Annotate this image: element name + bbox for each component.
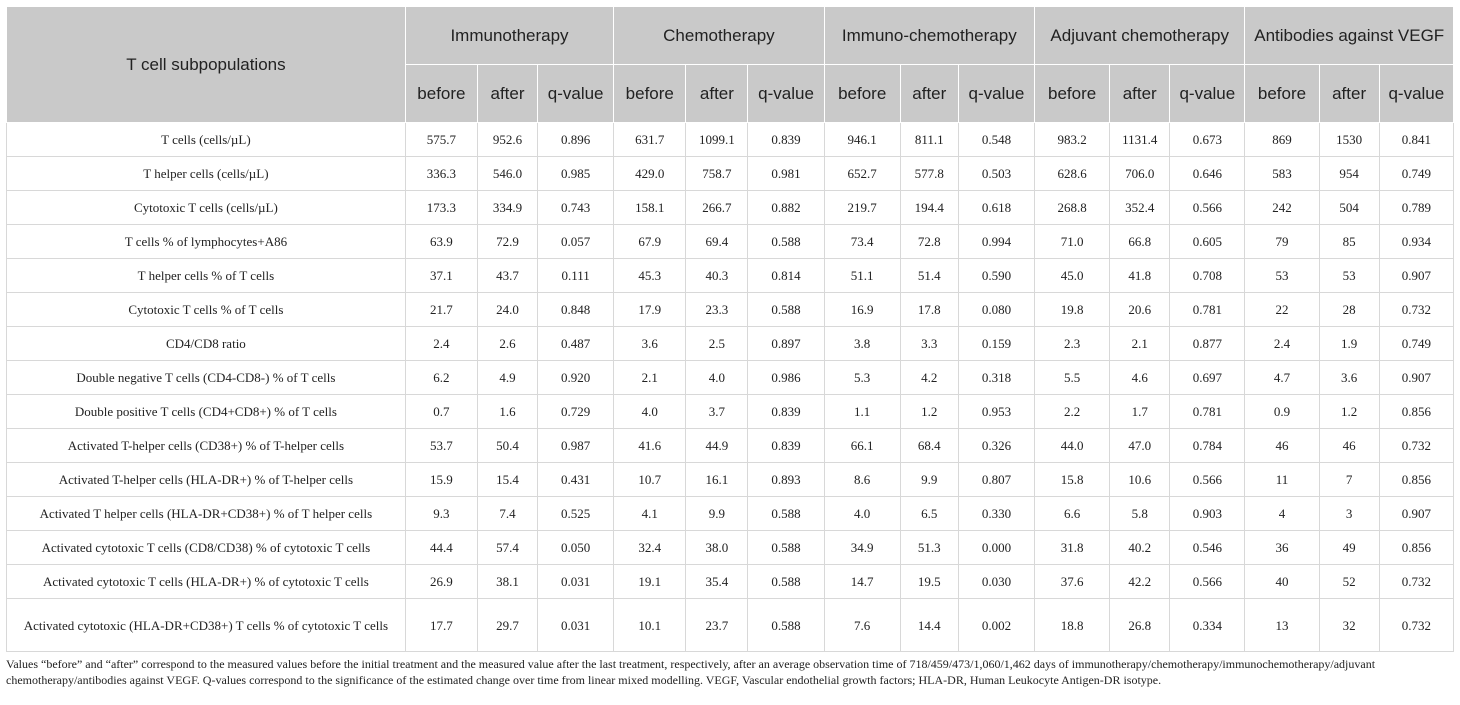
table-cell: 0.839 xyxy=(748,395,824,429)
table-cell: 6.6 xyxy=(1035,497,1110,531)
table-cell: 1099.1 xyxy=(686,123,748,157)
row-label: Activated cytotoxic (HLA-DR+CD38+) T cells % of cytotoxic T cells xyxy=(7,599,406,652)
subheader-before: before xyxy=(1245,65,1319,123)
table-cell: 15.4 xyxy=(477,463,537,497)
table-cell: 352.4 xyxy=(1110,191,1170,225)
table-cell: 69.4 xyxy=(686,225,748,259)
table-cell: 34.9 xyxy=(824,531,900,565)
table-cell: 0.743 xyxy=(538,191,614,225)
table-row xyxy=(7,599,1454,652)
table-cell: 0.588 xyxy=(748,225,824,259)
table-cell: 0.057 xyxy=(538,225,614,259)
table-cell: 0.111 xyxy=(538,259,614,293)
group-header-immunotherapy: Immunotherapy xyxy=(405,7,613,65)
table-cell: 66.8 xyxy=(1110,225,1170,259)
table-row xyxy=(7,463,1454,497)
table-cell: 0.9 xyxy=(1245,395,1319,429)
table-cell: 811.1 xyxy=(900,123,958,157)
table-cell: 266.7 xyxy=(686,191,748,225)
table-cell: 4 xyxy=(1245,497,1319,531)
table-cell: 16.9 xyxy=(824,293,900,327)
table-cell: 0.618 xyxy=(958,191,1034,225)
table-cell: 11 xyxy=(1245,463,1319,497)
table-cell: 51.1 xyxy=(824,259,900,293)
table-cell: 0.877 xyxy=(1170,327,1245,361)
table-cell: 946.1 xyxy=(824,123,900,157)
table-cell: 0.000 xyxy=(958,531,1034,565)
table-cell: 7.4 xyxy=(477,497,537,531)
table-cell: 577.8 xyxy=(900,157,958,191)
table-cell: 0.814 xyxy=(748,259,824,293)
table-row xyxy=(7,259,1454,293)
subheader-after: after xyxy=(686,65,748,123)
table-cell: 0.646 xyxy=(1170,157,1245,191)
table-row xyxy=(7,327,1454,361)
table-cell: 37.6 xyxy=(1035,565,1110,599)
table-cell: 0.588 xyxy=(748,497,824,531)
table-cell: 0.749 xyxy=(1379,157,1453,191)
table-cell: 242 xyxy=(1245,191,1319,225)
table-cell: 0.590 xyxy=(958,259,1034,293)
table-cell: 0.334 xyxy=(1170,599,1245,652)
table-cell: 0.566 xyxy=(1170,565,1245,599)
table-cell: 15.9 xyxy=(405,463,477,497)
table-cell: 8.6 xyxy=(824,463,900,497)
table-cell: 47.0 xyxy=(1110,429,1170,463)
table-cell: 45.0 xyxy=(1035,259,1110,293)
table-cell: 173.3 xyxy=(405,191,477,225)
table-cell: 19.1 xyxy=(614,565,686,599)
table-cell: 0.050 xyxy=(538,531,614,565)
table-cell: 23.3 xyxy=(686,293,748,327)
table-cell: 50.4 xyxy=(477,429,537,463)
table-cell: 5.3 xyxy=(824,361,900,395)
table-cell: 0.031 xyxy=(538,565,614,599)
subheader-after: after xyxy=(1110,65,1170,123)
table-cell: 3.3 xyxy=(900,327,958,361)
table-cell: 13 xyxy=(1245,599,1319,652)
table-cell: 0.330 xyxy=(958,497,1034,531)
table-cell: 0.030 xyxy=(958,565,1034,599)
table-cell: 0.781 xyxy=(1170,395,1245,429)
subheader-qvalue: q-value xyxy=(1379,65,1453,123)
table-cell: 0.920 xyxy=(538,361,614,395)
table-cell: 17.7 xyxy=(405,599,477,652)
group-header-adjuvant-chemotherapy: Adjuvant chemotherapy xyxy=(1035,7,1245,65)
table-cell: 45.3 xyxy=(614,259,686,293)
table-cell: 9.9 xyxy=(900,463,958,497)
table-cell: 40 xyxy=(1245,565,1319,599)
table-cell: 158.1 xyxy=(614,191,686,225)
table-cell: 334.9 xyxy=(477,191,537,225)
table-cell: 4.2 xyxy=(900,361,958,395)
table-cell: 952.6 xyxy=(477,123,537,157)
table-cell: 4.1 xyxy=(614,497,686,531)
table-cell: 628.6 xyxy=(1035,157,1110,191)
table-cell: 44.0 xyxy=(1035,429,1110,463)
table-cell: 0.807 xyxy=(958,463,1034,497)
table-cell: 706.0 xyxy=(1110,157,1170,191)
table-cell: 20.6 xyxy=(1110,293,1170,327)
table-cell: 1.6 xyxy=(477,395,537,429)
row-header: T cell subpopulations xyxy=(7,7,406,123)
table-cell: 32.4 xyxy=(614,531,686,565)
table-cell: 37.1 xyxy=(405,259,477,293)
group-header-immuno-chemotherapy: Immuno-chemotherapy xyxy=(824,7,1034,65)
table-cell: 0.002 xyxy=(958,599,1034,652)
table-cell: 41.8 xyxy=(1110,259,1170,293)
table-cell: 983.2 xyxy=(1035,123,1110,157)
table-row xyxy=(7,497,1454,531)
table-cell: 0.953 xyxy=(958,395,1034,429)
table-cell: 0.994 xyxy=(958,225,1034,259)
table-row xyxy=(7,565,1454,599)
table-cell: 9.9 xyxy=(686,497,748,531)
table-cell: 44.4 xyxy=(405,531,477,565)
table-cell: 0.882 xyxy=(748,191,824,225)
table-cell: 2.4 xyxy=(1245,327,1319,361)
table-cell: 0.548 xyxy=(958,123,1034,157)
table-cell: 32 xyxy=(1319,599,1379,652)
table-cell: 53.7 xyxy=(405,429,477,463)
table-cell: 0.907 xyxy=(1379,361,1453,395)
table-cell: 504 xyxy=(1319,191,1379,225)
table-cell: 631.7 xyxy=(614,123,686,157)
table-row xyxy=(7,429,1454,463)
table-cell: 51.3 xyxy=(900,531,958,565)
table-cell: 51.4 xyxy=(900,259,958,293)
subheader-after: after xyxy=(477,65,537,123)
table-cell: 1.7 xyxy=(1110,395,1170,429)
row-label: CD4/CD8 ratio xyxy=(7,327,406,361)
subheader-after: after xyxy=(900,65,958,123)
table-cell: 3.7 xyxy=(686,395,748,429)
table-cell: 40.2 xyxy=(1110,531,1170,565)
table-cell: 0.080 xyxy=(958,293,1034,327)
table-cell: 0.566 xyxy=(1170,463,1245,497)
table-cell: 575.7 xyxy=(405,123,477,157)
table-cell: 0.987 xyxy=(538,429,614,463)
group-header-chemotherapy: Chemotherapy xyxy=(614,7,824,65)
table-cell: 1.1 xyxy=(824,395,900,429)
table-row xyxy=(7,191,1454,225)
table-cell: 2.3 xyxy=(1035,327,1110,361)
table-cell: 3.6 xyxy=(614,327,686,361)
table-cell: 4.0 xyxy=(686,361,748,395)
table-cell: 14.7 xyxy=(824,565,900,599)
row-label: Activated cytotoxic T cells (HLA-DR+) % of cytotoxic T cells xyxy=(7,565,406,599)
table-row xyxy=(7,225,1454,259)
table-cell: 0.907 xyxy=(1379,497,1453,531)
table-cell: 2.4 xyxy=(405,327,477,361)
table-cell: 1.2 xyxy=(900,395,958,429)
table-cell: 52 xyxy=(1319,565,1379,599)
table-cell: 583 xyxy=(1245,157,1319,191)
table-cell: 31.8 xyxy=(1035,531,1110,565)
table-cell: 0.588 xyxy=(748,531,824,565)
table-cell: 24.0 xyxy=(477,293,537,327)
table-cell: 4.9 xyxy=(477,361,537,395)
table-cell: 26.9 xyxy=(405,565,477,599)
subheader-before: before xyxy=(614,65,686,123)
table-cell: 46 xyxy=(1319,429,1379,463)
table-cell: 57.4 xyxy=(477,531,537,565)
table-cell: 0.897 xyxy=(748,327,824,361)
table-cell: 0.781 xyxy=(1170,293,1245,327)
table-cell: 29.7 xyxy=(477,599,537,652)
table-cell: 2.1 xyxy=(1110,327,1170,361)
row-label: Cytotoxic T cells % of T cells xyxy=(7,293,406,327)
table-row xyxy=(7,157,1454,191)
table-cell: 0.985 xyxy=(538,157,614,191)
table-cell: 10.1 xyxy=(614,599,686,652)
table-cell: 17.8 xyxy=(900,293,958,327)
t-cell-table xyxy=(6,6,1454,652)
table-cell: 0.732 xyxy=(1379,565,1453,599)
table-cell: 219.7 xyxy=(824,191,900,225)
table-cell: 0.588 xyxy=(748,565,824,599)
table-cell: 22 xyxy=(1245,293,1319,327)
table-cell: 0.732 xyxy=(1379,293,1453,327)
table-cell: 2.2 xyxy=(1035,395,1110,429)
table-cell: 0.839 xyxy=(748,429,824,463)
row-label: T helper cells % of T cells xyxy=(7,259,406,293)
subheader-before: before xyxy=(1035,65,1110,123)
table-cell: 7.6 xyxy=(824,599,900,652)
table-cell: 0.903 xyxy=(1170,497,1245,531)
table-cell: 19.5 xyxy=(900,565,958,599)
table-cell: 4.7 xyxy=(1245,361,1319,395)
subheader-qvalue: q-value xyxy=(958,65,1034,123)
table-cell: 0.031 xyxy=(538,599,614,652)
table-cell: 6.5 xyxy=(900,497,958,531)
subheader-before: before xyxy=(824,65,900,123)
table-cell: 0.431 xyxy=(538,463,614,497)
row-label: Activated cytotoxic T cells (CD8/CD38) % of cytotoxic T cells xyxy=(7,531,406,565)
table-cell: 15.8 xyxy=(1035,463,1110,497)
table-cell: 0.839 xyxy=(748,123,824,157)
table-cell: 10.6 xyxy=(1110,463,1170,497)
table-footnote: Values “before” and “after” correspond to the measured values before the initial treatment and the measured value after the last treatment, respectively, after an average observation time of 718/459/473/1,060/1,462 days of immunotherapy/chemotherapy/immunochemotherapy/adjuvant chemotherapy/antibodies against VEGF. Q-values correspond to the significance of the estimated change over time from linear mixed modelling. VEGF, Vascular endothelial growth factors; HLA-DR, Human Leukocyte Antigen-DR isotype. xyxy=(6,657,1376,687)
table-cell: 0.981 xyxy=(748,157,824,191)
table-cell: 0.326 xyxy=(958,429,1034,463)
table-cell: 1530 xyxy=(1319,123,1379,157)
table-cell: 0.588 xyxy=(748,293,824,327)
row-label: Activated T-helper cells (HLA-DR+) % of T-helper cells xyxy=(7,463,406,497)
table-cell: 1.2 xyxy=(1319,395,1379,429)
table-cell: 1.9 xyxy=(1319,327,1379,361)
table-cell: 0.729 xyxy=(538,395,614,429)
table-cell: 0.7 xyxy=(405,395,477,429)
table-cell: 16.1 xyxy=(686,463,748,497)
table-cell: 1131.4 xyxy=(1110,123,1170,157)
table-cell: 429.0 xyxy=(614,157,686,191)
table-cell: 72.9 xyxy=(477,225,537,259)
table-cell: 38.1 xyxy=(477,565,537,599)
table-cell: 85 xyxy=(1319,225,1379,259)
subheader-qvalue: q-value xyxy=(748,65,824,123)
table-row xyxy=(7,123,1454,157)
table-cell: 73.4 xyxy=(824,225,900,259)
table-cell: 0.841 xyxy=(1379,123,1453,157)
table-cell: 0.848 xyxy=(538,293,614,327)
row-label: T cells (cells/µL) xyxy=(7,123,406,157)
table-row xyxy=(7,395,1454,429)
table-cell: 0.893 xyxy=(748,463,824,497)
table-cell: 0.697 xyxy=(1170,361,1245,395)
table-cell: 63.9 xyxy=(405,225,477,259)
table-cell: 41.6 xyxy=(614,429,686,463)
subheader-qvalue: q-value xyxy=(538,65,614,123)
table-cell: 758.7 xyxy=(686,157,748,191)
table-row xyxy=(7,293,1454,327)
row-label: Double negative T cells (CD4-CD8-) % of T cells xyxy=(7,361,406,395)
table-cell: 26.8 xyxy=(1110,599,1170,652)
table-cell: 10.7 xyxy=(614,463,686,497)
subheader-after: after xyxy=(1319,65,1379,123)
table-cell: 4.0 xyxy=(824,497,900,531)
table-cell: 0.907 xyxy=(1379,259,1453,293)
table-cell: 652.7 xyxy=(824,157,900,191)
subheader-qvalue: q-value xyxy=(1170,65,1245,123)
table-cell: 0.856 xyxy=(1379,463,1453,497)
table-cell: 0.503 xyxy=(958,157,1034,191)
table-cell: 0.784 xyxy=(1170,429,1245,463)
table-cell: 79 xyxy=(1245,225,1319,259)
table-cell: 869 xyxy=(1245,123,1319,157)
table-cell: 53 xyxy=(1319,259,1379,293)
table-cell: 0.896 xyxy=(538,123,614,157)
table-cell: 46 xyxy=(1245,429,1319,463)
table-cell: 0.605 xyxy=(1170,225,1245,259)
table-cell: 38.0 xyxy=(686,531,748,565)
table-cell: 68.4 xyxy=(900,429,958,463)
table-cell: 3.6 xyxy=(1319,361,1379,395)
row-label: T cells % of lymphocytes+A86 xyxy=(7,225,406,259)
table-cell: 0.732 xyxy=(1379,429,1453,463)
table-cell: 0.708 xyxy=(1170,259,1245,293)
table-cell: 42.2 xyxy=(1110,565,1170,599)
table-body xyxy=(7,123,1454,652)
table-cell: 28 xyxy=(1319,293,1379,327)
table-cell: 14.4 xyxy=(900,599,958,652)
table-cell: 72.8 xyxy=(900,225,958,259)
table-cell: 44.9 xyxy=(686,429,748,463)
table-cell: 49 xyxy=(1319,531,1379,565)
table-cell: 71.0 xyxy=(1035,225,1110,259)
subheader-before: before xyxy=(405,65,477,123)
row-label: Cytotoxic T cells (cells/µL) xyxy=(7,191,406,225)
row-label: Activated T helper cells (HLA-DR+CD38+) % of T helper cells xyxy=(7,497,406,531)
table-cell: 194.4 xyxy=(900,191,958,225)
table-cell: 954 xyxy=(1319,157,1379,191)
table-cell: 19.8 xyxy=(1035,293,1110,327)
table-cell: 3.8 xyxy=(824,327,900,361)
table-cell: 17.9 xyxy=(614,293,686,327)
table-cell: 0.546 xyxy=(1170,531,1245,565)
table-cell: 4.0 xyxy=(614,395,686,429)
table-cell: 2.5 xyxy=(686,327,748,361)
table-cell: 0.789 xyxy=(1379,191,1453,225)
table-row xyxy=(7,361,1454,395)
table-row xyxy=(7,531,1454,565)
table-cell: 0.318 xyxy=(958,361,1034,395)
table-cell: 4.6 xyxy=(1110,361,1170,395)
table-cell: 0.566 xyxy=(1170,191,1245,225)
table-cell: 336.3 xyxy=(405,157,477,191)
table-cell: 0.159 xyxy=(958,327,1034,361)
table-cell: 546.0 xyxy=(477,157,537,191)
group-header-antibodies-against-vegf: Antibodies against VEGF xyxy=(1245,7,1454,65)
table-cell: 66.1 xyxy=(824,429,900,463)
table-cell: 2.6 xyxy=(477,327,537,361)
table-cell: 18.8 xyxy=(1035,599,1110,652)
table-cell: 0.673 xyxy=(1170,123,1245,157)
table-cell: 7 xyxy=(1319,463,1379,497)
table-cell: 0.487 xyxy=(538,327,614,361)
table-cell: 23.7 xyxy=(686,599,748,652)
table-cell: 0.856 xyxy=(1379,395,1453,429)
table-cell: 6.2 xyxy=(405,361,477,395)
table-cell: 2.1 xyxy=(614,361,686,395)
table-cell: 35.4 xyxy=(686,565,748,599)
table-cell: 268.8 xyxy=(1035,191,1110,225)
table-cell: 43.7 xyxy=(477,259,537,293)
table-cell: 0.732 xyxy=(1379,599,1453,652)
table-cell: 5.8 xyxy=(1110,497,1170,531)
table-cell: 0.986 xyxy=(748,361,824,395)
table-cell: 3 xyxy=(1319,497,1379,531)
table-cell: 40.3 xyxy=(686,259,748,293)
table-cell: 0.749 xyxy=(1379,327,1453,361)
table-cell: 9.3 xyxy=(405,497,477,531)
table-cell: 0.856 xyxy=(1379,531,1453,565)
row-label: T helper cells (cells/µL) xyxy=(7,157,406,191)
table-cell: 21.7 xyxy=(405,293,477,327)
table-cell: 5.5 xyxy=(1035,361,1110,395)
row-label: Double positive T cells (CD4+CD8+) % of T cells xyxy=(7,395,406,429)
table-cell: 0.934 xyxy=(1379,225,1453,259)
table-cell: 36 xyxy=(1245,531,1319,565)
row-label: Activated T-helper cells (CD38+) % of T-helper cells xyxy=(7,429,406,463)
table-cell: 0.588 xyxy=(748,599,824,652)
table-cell: 53 xyxy=(1245,259,1319,293)
table-cell: 0.525 xyxy=(538,497,614,531)
table-cell: 67.9 xyxy=(614,225,686,259)
